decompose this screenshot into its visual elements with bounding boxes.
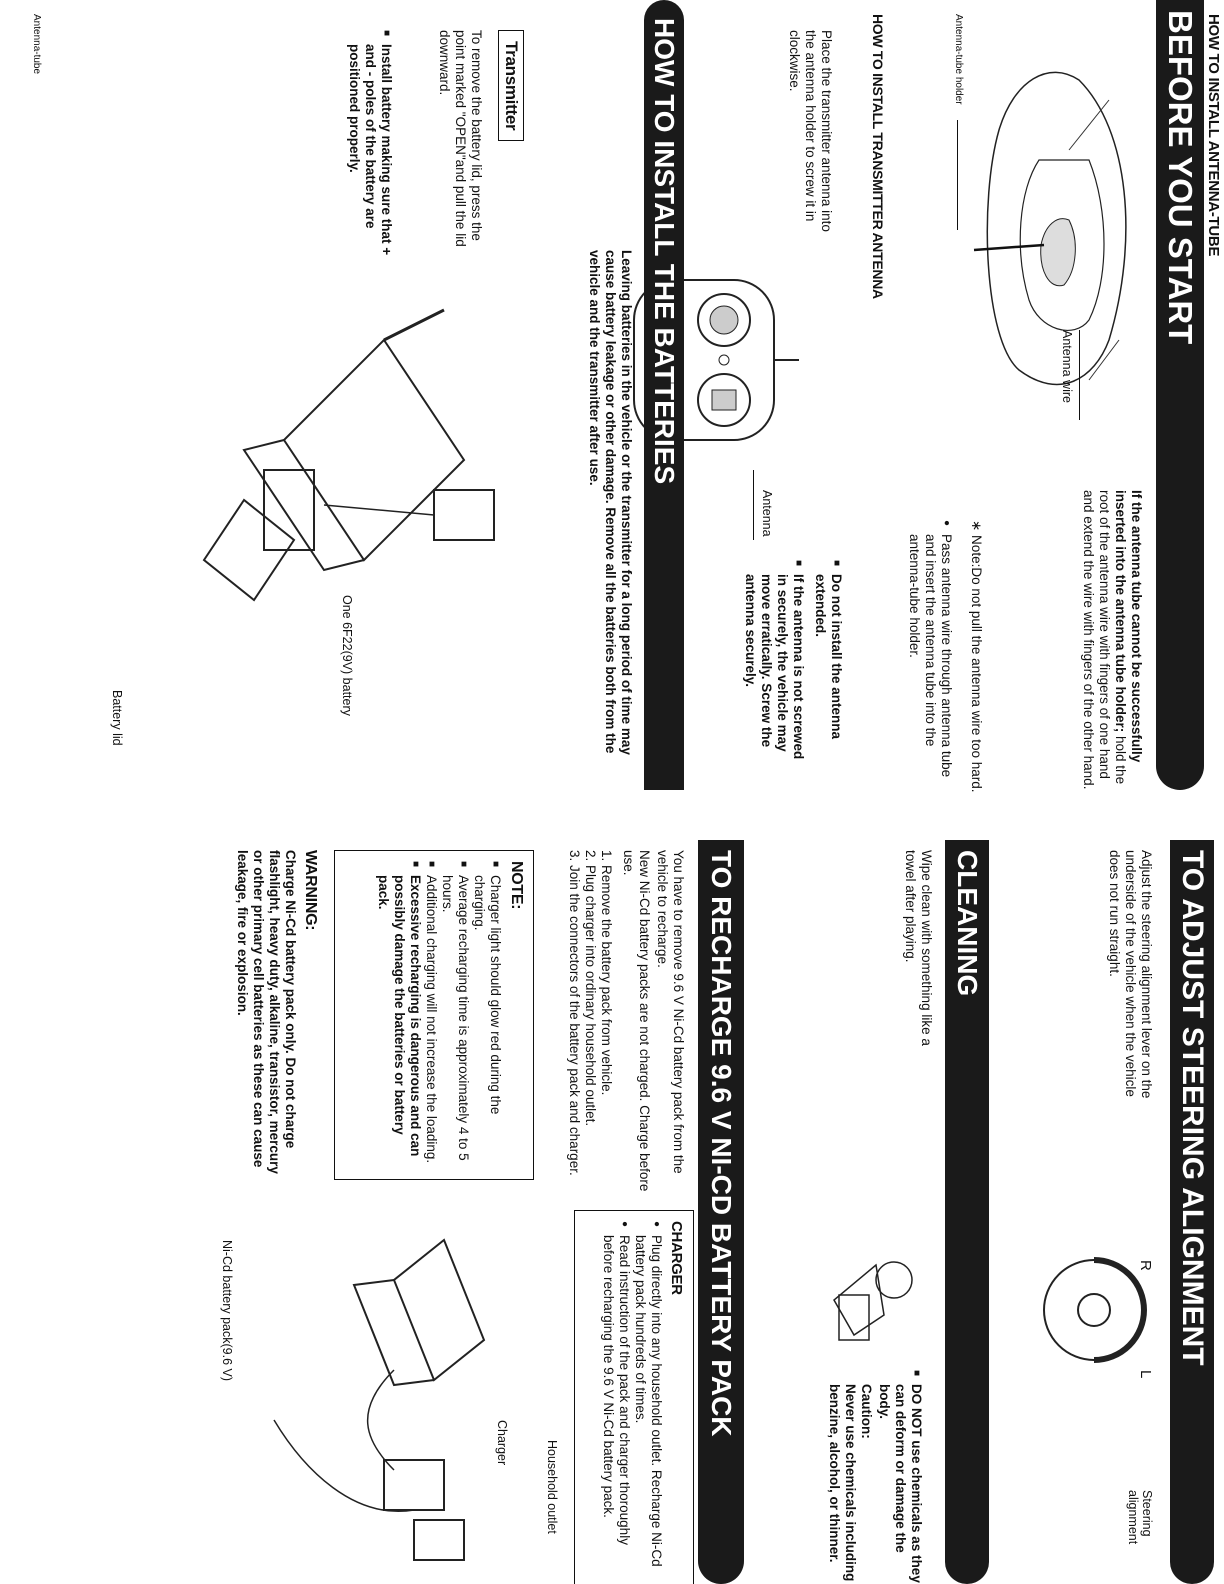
antenna-leader [753,470,754,540]
cleaning-warning [876,1370,924,1584]
cleaning-text: Wipe clean with something like a towel after playing. [903,850,934,1046]
recharge-intro-2: New Ni-Cd battery packs are not charged. Charge before use. [621,850,652,1192]
antenna-wire-leader [1079,330,1080,420]
transmitter-antenna-instructions: Place the transmitter antenna into the antenna holder to screw it in clockwise. [787,30,834,232]
batteries-intro: Leaving batteries in the vehicle or the transmitter for a long period of time may cause battery leakage or other damage. Remove all the batteries both from the vehicle and the transmitter after use. [587,250,634,755]
antenna-tube-holder-label: Antenna-tube holder [953,14,964,105]
note-item-1: ■ Average recharging time is approximately 4 to 5 hours. [439,861,471,1169]
note-list [375,861,503,1169]
recharge-step-0: 1. Remove the battery pack from vehicle. [599,850,614,1096]
battery-pack-label: Ni-Cd battery pack(9.6 V) [220,1240,234,1382]
warning-text: Charge Ni-Cd battery pack only. Do not charge flashlight, heavy duty, alkaline, transistor, mercury or other primary cell batteries as these can cause leakage, fire or explosion. [235,850,298,1174]
antenna-bullets [742,560,844,760]
antenna-tube-heading: HOW TO INSTALL ANTENNA-TUBE [1205,14,1222,257]
transmitter-battery-illustration [184,300,504,620]
battery-label: One 6F22(9V) battery [340,595,354,716]
steering-l-label: L [1137,1370,1154,1379]
household-outlet-label: Household outlet [545,1440,559,1534]
vehicle-antenna-illustration [969,40,1149,460]
antenna-bullet-0: ■ Do not install the antenna extended. [812,560,844,760]
antenna-tube-warning-rest: hold the root of the antenna wire with fingers of one hand and extend the wire with fingers of the other hand. [1081,490,1128,790]
transmitter-illustration [614,240,804,480]
antenna-tube-holder-leader [957,120,958,230]
antenna-tube-label-left: Antenna-tube [31,14,42,75]
steering-alignment-header: TO ADJUST STEERING ALIGNMENT [1170,840,1214,1584]
note-title: NOTE: [508,861,525,910]
antenna-tube-warning [1080,490,1144,790]
cleaning-illustration [814,1240,924,1360]
pass-antenna-step-item: ● Pass antenna wire through antenna tube and insert the antenna tube into the antenna-tube holder. [906,520,954,800]
antenna-bullet-1: ■ If the antenna is not screwed in securely, the vehicle may move erratically. Screw the antenna securely. [742,560,806,760]
cleaning-warning-item: ■ DO NOT use chemicals as they can deform or damage the body. [876,1370,924,1584]
note-item-2: ■ Additional charging will not increase the loading. [423,861,439,1169]
charger-illustration [254,1220,504,1580]
charger-item-0: ● Plug directly into any household outlet. Recharge Ni-Cd battery pack hundreds of times. [632,1221,664,1574]
cleaning-caution-title: Caution: [859,1384,874,1439]
note-item-3: ■ Excessive recharging is dangerous and can possibly damage the batteries or battery pack. [375,861,423,1169]
note-item-0: ■ Charger light should glow red during the charging. [471,861,503,1169]
steering-alignment-label: Steering alignment [1126,1490,1154,1545]
transmitter-antenna-heading: HOW TO INSTALL TRANSMITTER ANTENNA [870,14,886,299]
charger-title: CHARGER [668,1221,685,1295]
battery-lid-instructions: To remove the battery lid, press the point marked "OPEN"and pull the lid downward. [437,30,484,247]
charger-item-1: ● Read instruction of the pack and charger thoroughly before recharging the 9.6 V Ni-Cd battery pack. [600,1221,632,1574]
note-box [334,850,534,1180]
transmitter-label: Transmitter [498,30,524,141]
pass-antenna-step [906,520,954,800]
antenna-wire-label: Antenna wire [1060,330,1074,403]
cleaning-header: CLEANING [945,840,989,1584]
charger-label: Charger [495,1420,509,1466]
recharge-step-2: 3. Join the connectors of the battery pack and charger. [567,850,582,1176]
recharge-header: TO RECHARGE 9.6 V NI-CD BATTERY PACK [698,840,744,1584]
recharge-intro-1: You have to remove 9.6 V Ni-Cd battery pack from the vehicle to recharge. [655,850,686,1174]
warning-title: WARNING: [302,850,319,931]
antenna-note: ∗ Note:Do not pull the antenna wire too hard. [969,520,984,793]
before-you-start-header: BEFORE YOU START [1156,0,1204,790]
antenna-tube-warning-bold: If the antenna tube cannot be successfully inserted into the antenna tube holder; [1113,490,1144,763]
steering-r-label: R [1137,1260,1154,1271]
recharge-step-1: 2. Plug charger into ordinary household outlet. [583,850,598,1127]
charger-list [600,1221,664,1574]
cleaning-caution-text: Never use chemicals including benzine, alcohol, or thinner. [827,1384,858,1582]
battery-lid-label: Battery lid [110,690,124,746]
charger-box [574,1210,694,1584]
install-battery-bullet [346,30,394,260]
recharge-steps [566,850,614,1210]
antenna-label: Antenna [760,490,774,537]
install-battery-item: ■ Install battery making sure that + and - poles of the battery are positioned properly. [346,30,394,260]
install-batteries-header: HOW TO INSTALL THE BATTERIES [644,0,684,790]
steering-text: Adjust the steering alignment lever on the underside of the vehicle when the vehicle does not run straight. [1107,850,1154,1099]
